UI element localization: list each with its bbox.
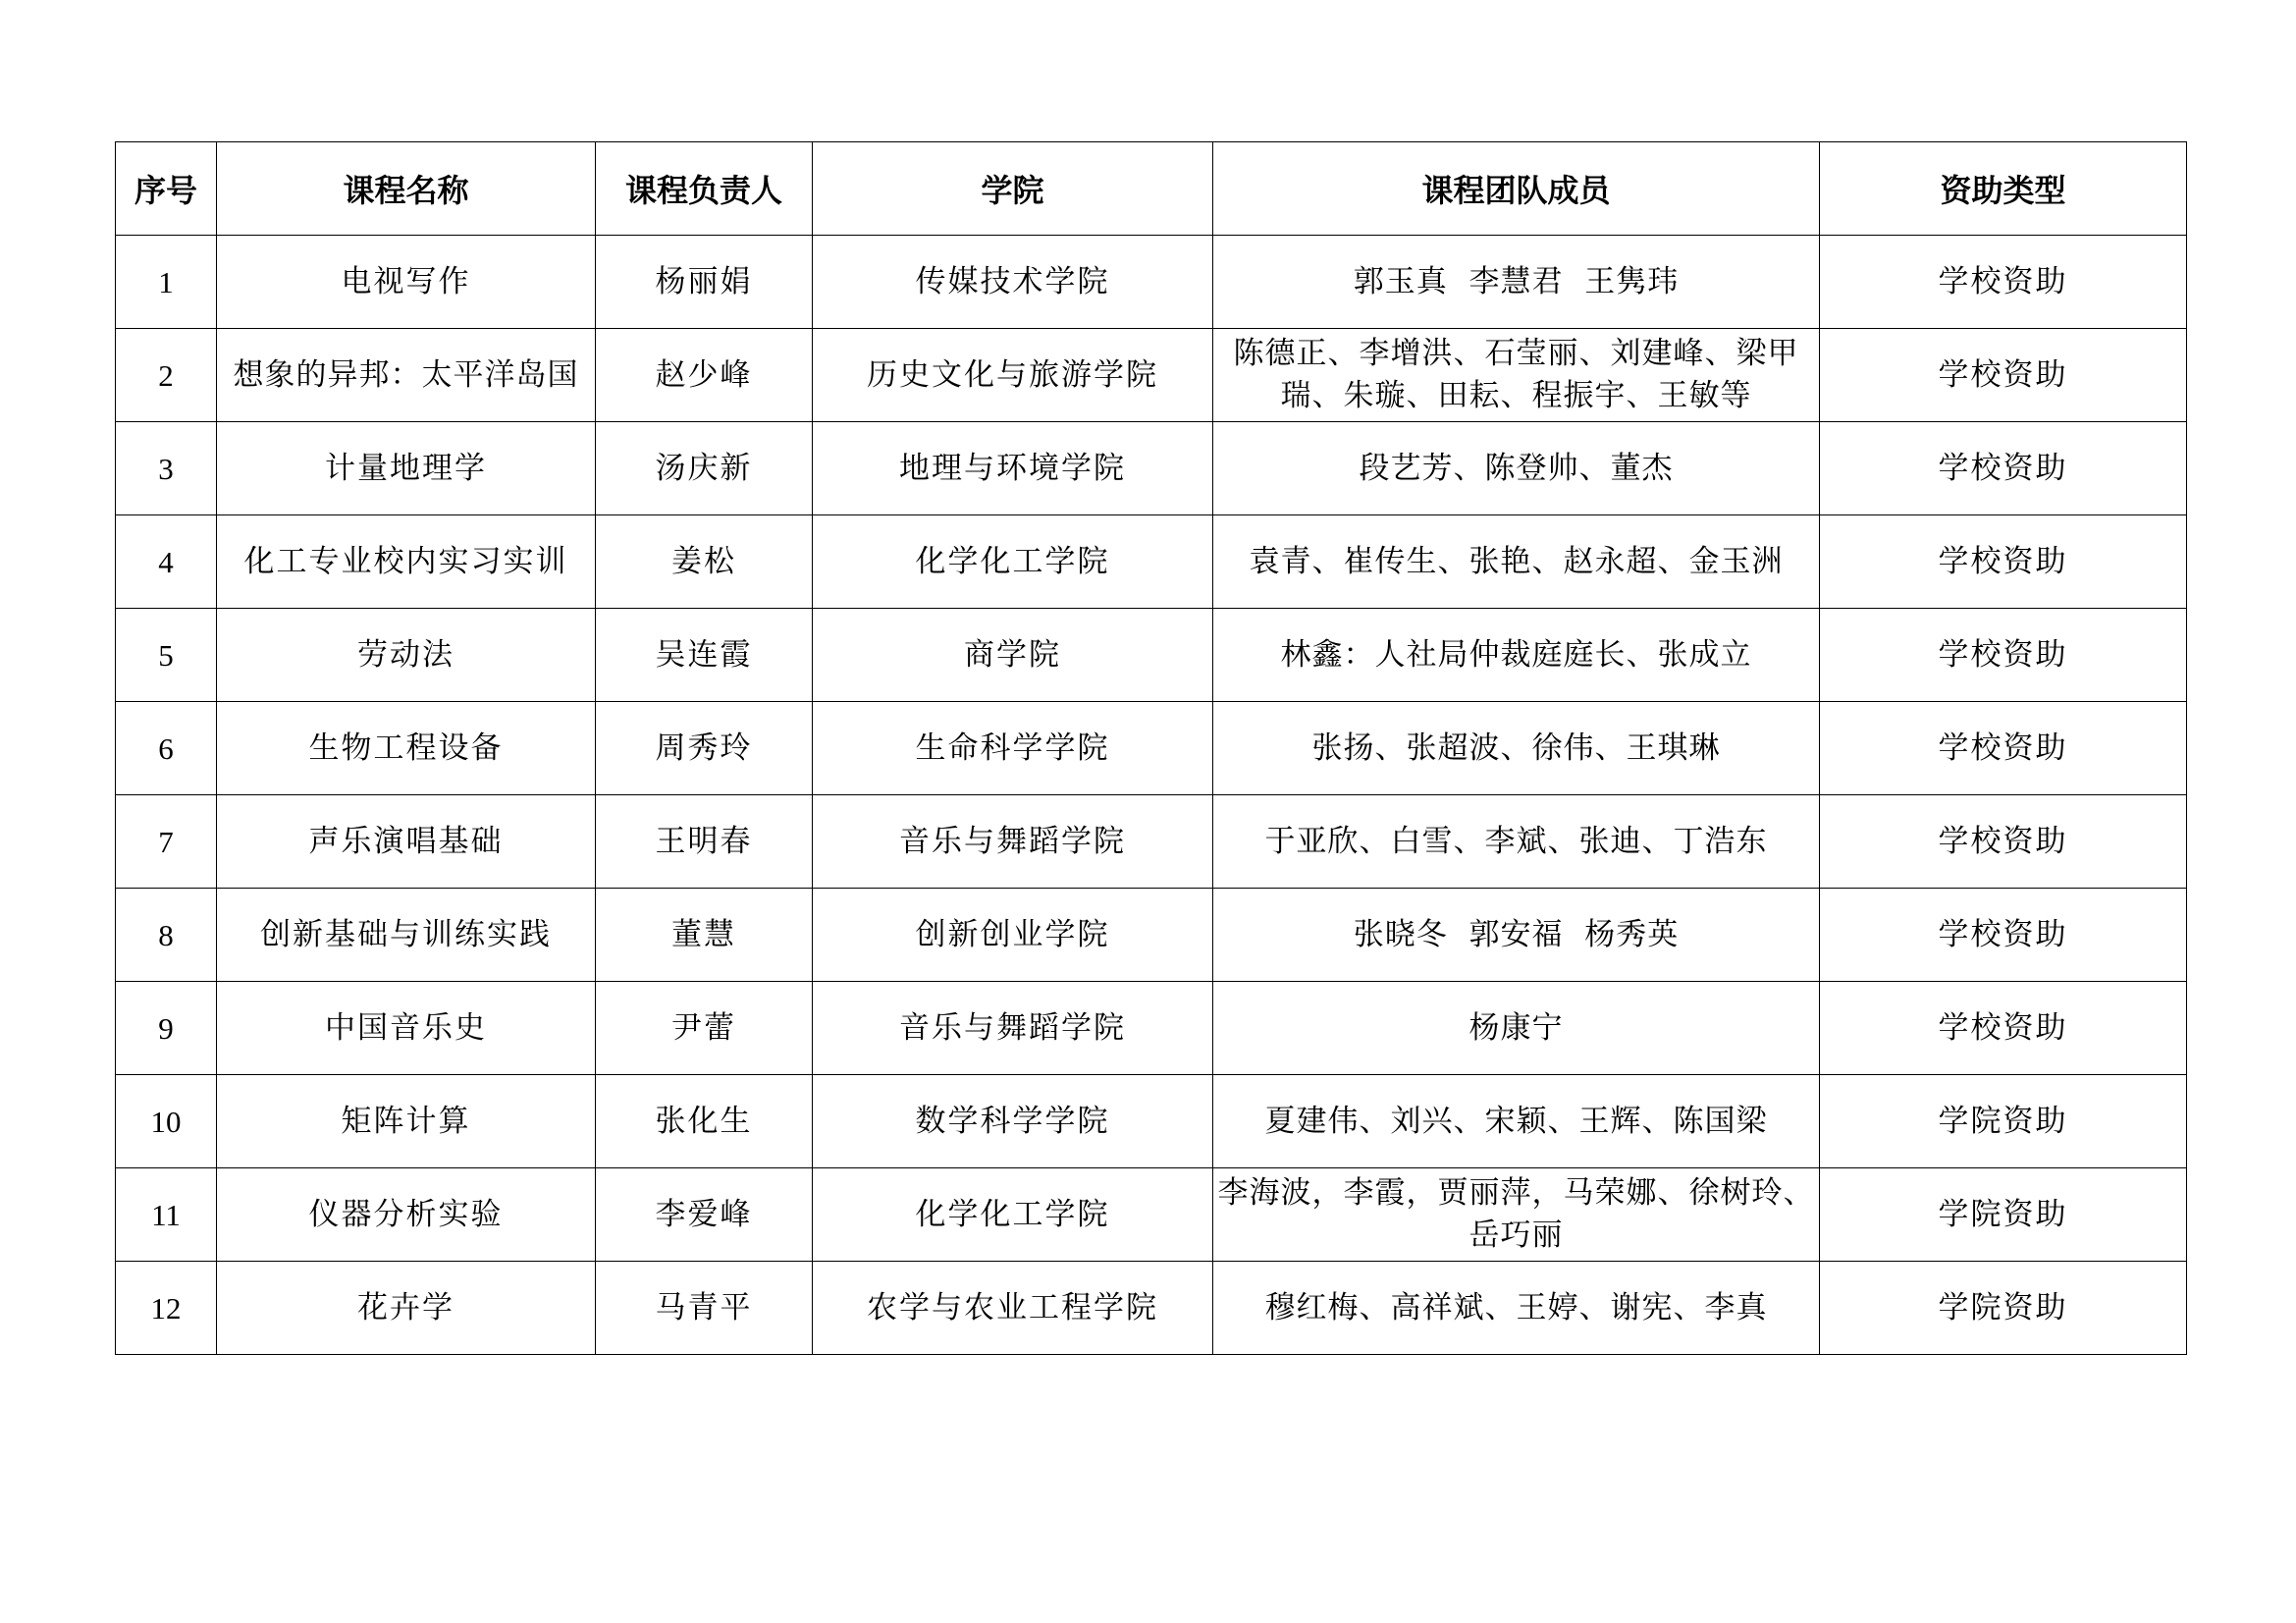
cell-team: 郭玉真 李慧君 王隽玮 [1213, 236, 1820, 329]
header-course-name: 课程名称 [217, 142, 596, 236]
cell-leader: 张化生 [596, 1075, 813, 1168]
cell-college: 数学科学学院 [813, 1075, 1213, 1168]
header-college: 学院 [813, 142, 1213, 236]
header-leader: 课程负责人 [596, 142, 813, 236]
cell-leader: 汤庆新 [596, 422, 813, 515]
table-header-row [116, 142, 2187, 236]
cell-funding: 学校资助 [1820, 702, 2187, 795]
table-row [116, 1262, 2187, 1355]
cell-funding: 学院资助 [1820, 1262, 2187, 1355]
cell-funding: 学校资助 [1820, 609, 2187, 702]
cell-leader: 杨丽娟 [596, 236, 813, 329]
cell-no: 10 [116, 1075, 217, 1168]
cell-team: 袁青、崔传生、张艳、赵永超、金玉洲 [1213, 515, 1820, 609]
cell-college: 传媒技术学院 [813, 236, 1213, 329]
cell-team: 段艺芳、陈登帅、董杰 [1213, 422, 1820, 515]
cell-no: 4 [116, 515, 217, 609]
header-team: 课程团队成员 [1213, 142, 1820, 236]
cell-no: 2 [116, 329, 217, 422]
course-table [115, 141, 2187, 1355]
cell-college: 商学院 [813, 609, 1213, 702]
cell-funding: 学校资助 [1820, 329, 2187, 422]
table-row [116, 795, 2187, 889]
cell-college: 生命科学学院 [813, 702, 1213, 795]
table-row [116, 1168, 2187, 1262]
cell-funding: 学校资助 [1820, 515, 2187, 609]
cell-no: 8 [116, 889, 217, 982]
cell-course-name: 电视写作 [217, 236, 596, 329]
header-no: 序号 [116, 142, 217, 236]
header-funding: 资助类型 [1820, 142, 2187, 236]
cell-course-name: 花卉学 [217, 1262, 596, 1355]
cell-leader: 王明春 [596, 795, 813, 889]
table-row [116, 236, 2187, 329]
table-row [116, 1075, 2187, 1168]
table-row [116, 982, 2187, 1075]
cell-course-name: 计量地理学 [217, 422, 596, 515]
cell-funding: 学校资助 [1820, 422, 2187, 515]
cell-leader: 吴连霞 [596, 609, 813, 702]
cell-leader: 周秀玲 [596, 702, 813, 795]
cell-no: 7 [116, 795, 217, 889]
table-row [116, 422, 2187, 515]
cell-no: 1 [116, 236, 217, 329]
cell-funding: 学校资助 [1820, 982, 2187, 1075]
cell-team: 张晓冬 郭安福 杨秀英 [1213, 889, 1820, 982]
cell-team: 张扬、张超波、徐伟、王琪琳 [1213, 702, 1820, 795]
cell-funding: 学校资助 [1820, 795, 2187, 889]
cell-team: 穆红梅、高祥斌、王婷、谢宪、李真 [1213, 1262, 1820, 1355]
cell-college: 化学化工学院 [813, 1168, 1213, 1262]
cell-no: 5 [116, 609, 217, 702]
table-row [116, 515, 2187, 609]
cell-college: 创新创业学院 [813, 889, 1213, 982]
cell-college: 化学化工学院 [813, 515, 1213, 609]
cell-leader: 赵少峰 [596, 329, 813, 422]
cell-team: 林鑫：人社局仲裁庭庭长、张成立 [1213, 609, 1820, 702]
cell-course-name: 仪器分析实验 [217, 1168, 596, 1262]
cell-leader: 姜松 [596, 515, 813, 609]
cell-leader: 尹蕾 [596, 982, 813, 1075]
cell-course-name: 生物工程设备 [217, 702, 596, 795]
cell-team: 陈德正、李增洪、石莹丽、刘建峰、梁甲瑞、朱璇、田耘、程振宇、王敏等 [1213, 329, 1820, 422]
cell-course-name: 创新基础与训练实践 [217, 889, 596, 982]
cell-course-name: 中国音乐史 [217, 982, 596, 1075]
cell-no: 3 [116, 422, 217, 515]
cell-leader: 董慧 [596, 889, 813, 982]
table-row [116, 609, 2187, 702]
cell-no: 6 [116, 702, 217, 795]
cell-college: 农学与农业工程学院 [813, 1262, 1213, 1355]
table-row [116, 889, 2187, 982]
cell-funding: 学校资助 [1820, 889, 2187, 982]
cell-course-name: 劳动法 [217, 609, 596, 702]
cell-funding: 学校资助 [1820, 236, 2187, 329]
cell-course-name: 声乐演唱基础 [217, 795, 596, 889]
cell-leader: 马青平 [596, 1262, 813, 1355]
cell-college: 地理与环境学院 [813, 422, 1213, 515]
cell-team: 于亚欣、白雪、李斌、张迪、丁浩东 [1213, 795, 1820, 889]
table-row [116, 702, 2187, 795]
cell-funding: 学院资助 [1820, 1168, 2187, 1262]
cell-no: 11 [116, 1168, 217, 1262]
cell-funding: 学院资助 [1820, 1075, 2187, 1168]
table-row [116, 329, 2187, 422]
cell-team: 杨康宁 [1213, 982, 1820, 1075]
cell-course-name: 化工专业校内实习实训 [217, 515, 596, 609]
cell-college: 音乐与舞蹈学院 [813, 795, 1213, 889]
cell-college: 音乐与舞蹈学院 [813, 982, 1213, 1075]
cell-course-name: 想象的异邦：太平洋岛国 [217, 329, 596, 422]
cell-no: 12 [116, 1262, 217, 1355]
cell-leader: 李爱峰 [596, 1168, 813, 1262]
cell-team: 李海波，李霞，贾丽萍，马荣娜、徐树玲、岳巧丽 [1213, 1168, 1820, 1262]
cell-course-name: 矩阵计算 [217, 1075, 596, 1168]
cell-team: 夏建伟、刘兴、宋颖、王辉、陈国梁 [1213, 1075, 1820, 1168]
cell-college: 历史文化与旅游学院 [813, 329, 1213, 422]
cell-no: 9 [116, 982, 217, 1075]
